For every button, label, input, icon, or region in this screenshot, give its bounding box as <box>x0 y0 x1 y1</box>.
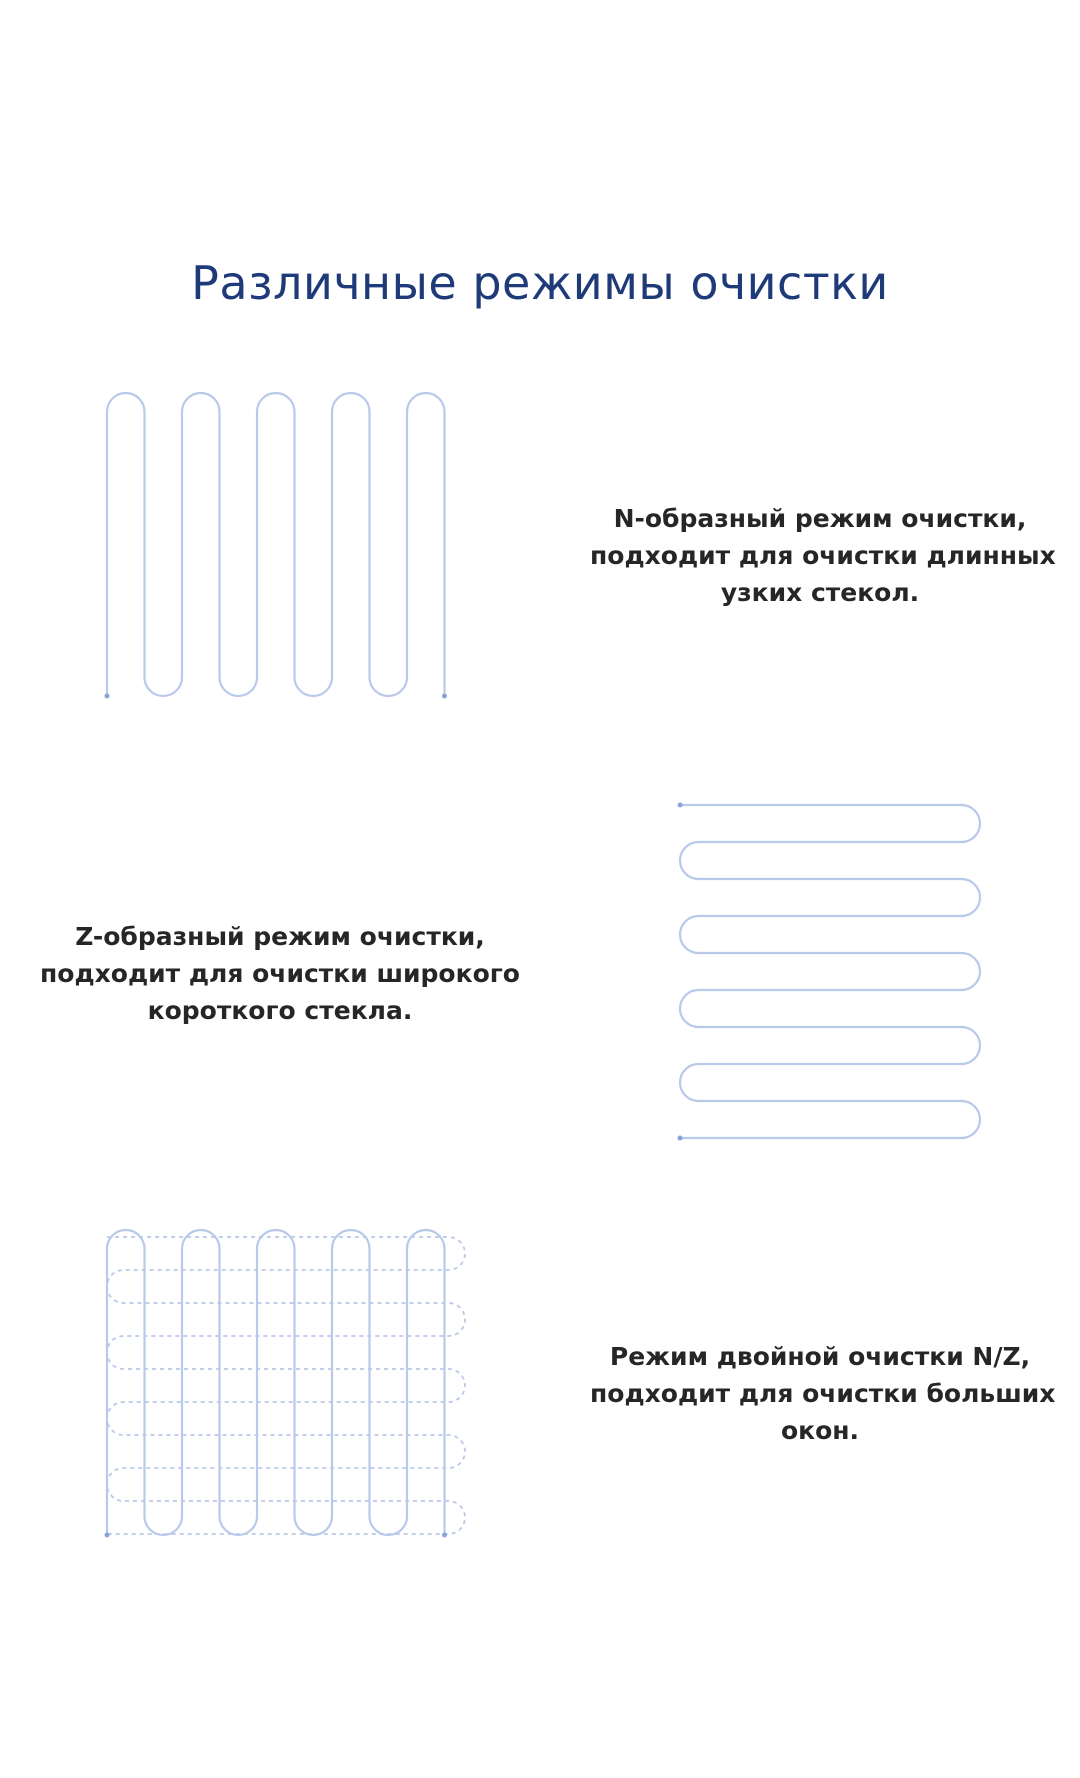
nz-mode-line-2: подходит для очистки больших <box>590 1379 1056 1408</box>
n-pattern-icon <box>100 390 460 725</box>
nz-pattern-start-dot <box>105 1533 110 1538</box>
z-mode-line-2: подходит для очистки широкого <box>40 959 520 988</box>
n-mode-line-1: N-образный режим очистки, <box>613 504 1027 533</box>
z-mode-description <box>30 918 530 1029</box>
n-pattern-end-dot <box>442 694 447 699</box>
nz-pattern-horizontal-path <box>107 1237 465 1534</box>
n-mode-line-2: подходит для очистки длинных <box>590 541 1056 570</box>
z-pattern-icon <box>660 795 990 1145</box>
z-pattern-path <box>680 805 980 1138</box>
n-mode-description <box>590 500 1056 611</box>
nz-mode-line-3: окон. <box>780 1416 860 1445</box>
z-pattern-end-dot <box>678 1136 683 1141</box>
page-title: Различные режимы очистки <box>191 256 889 310</box>
z-mode-line-1: Z-образный режим очистки, <box>75 922 485 951</box>
n-mode-line-3: узких стекол. <box>720 578 920 607</box>
z-mode-line-3: короткого стекла. <box>147 996 413 1025</box>
nz-mode-description <box>590 1338 1056 1449</box>
nz-pattern-vertical-path <box>107 1230 445 1535</box>
nz-pattern-end-dot <box>442 1533 447 1538</box>
nz-pattern-icon <box>80 1225 480 1570</box>
n-pattern-start-dot <box>105 694 110 699</box>
n-pattern-path <box>107 393 445 696</box>
nz-mode-line-1: Режим двойной очистки N/Z, <box>609 1342 1031 1371</box>
z-pattern-start-dot <box>678 803 683 808</box>
